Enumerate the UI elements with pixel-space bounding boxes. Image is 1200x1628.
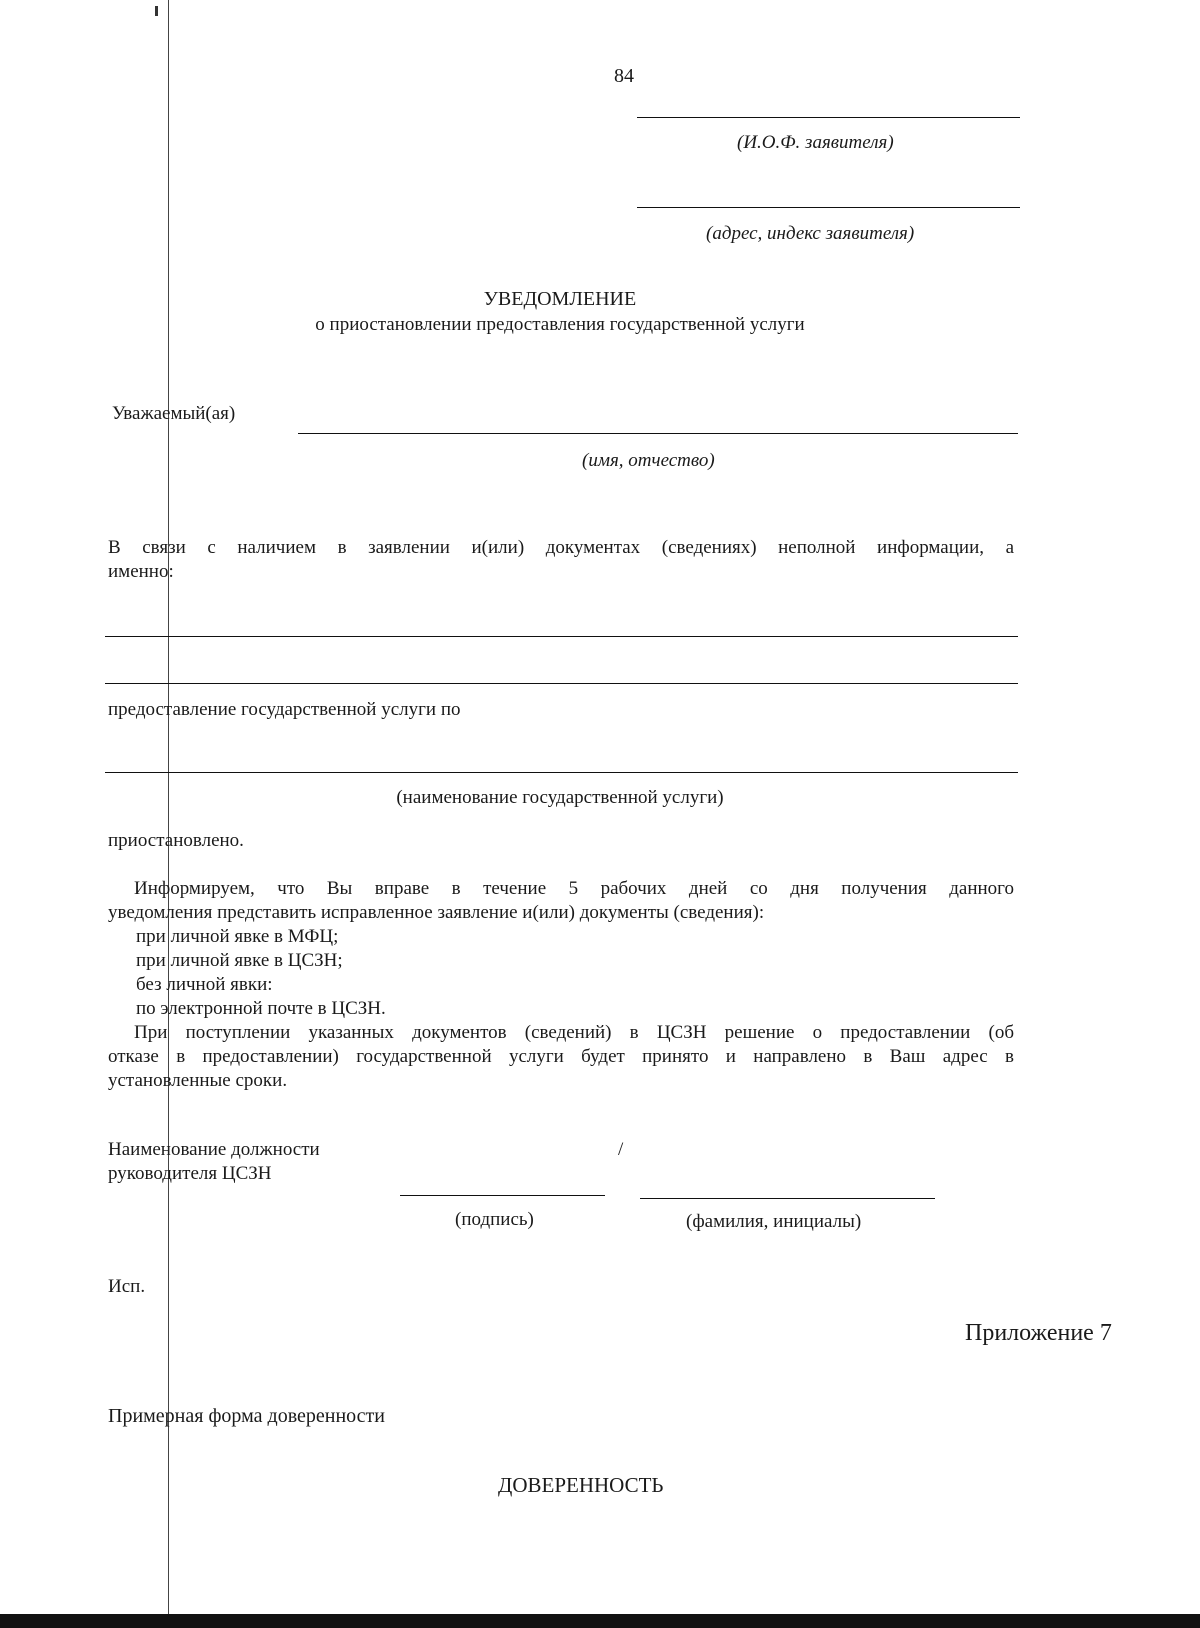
signature-caption: (подпись) (455, 1209, 534, 1230)
page-number: 84 (614, 65, 634, 87)
proxy-document-title: ДОВЕРЕННОСТЬ (498, 1473, 664, 1497)
applicant-address-line (637, 207, 1020, 208)
reason-fill-line-1 (105, 636, 1018, 637)
reason-fill-line-2 (105, 683, 1018, 684)
appendix-label: Приложение 7 (965, 1320, 1112, 1346)
surname-caption: (фамилия, инициалы) (686, 1211, 862, 1232)
inform-paragraph (108, 877, 1014, 925)
notice-subtitle: о приостановлении предоставления государственной услуги (315, 314, 805, 335)
decision-line-3: установленные сроки. (108, 1070, 288, 1091)
option-mfc: при личной явке в МФЦ; (136, 926, 339, 947)
signature-line (400, 1195, 605, 1196)
applicant-name-caption: (И.О.Ф. заявителя) (737, 132, 894, 153)
reason-line-1: В связи с наличием в заявлении и(или) документах (сведениях) неполной информации, а (108, 537, 1014, 558)
position-line-2: руководителя ЦСЗН (108, 1163, 272, 1184)
service-name-line (105, 772, 1018, 773)
suspended-text: приостановлено. (108, 830, 244, 851)
decision-line-1: При поступлении указанных документов (сведений) в ЦСЗН решение о предоставлении (об (134, 1022, 1014, 1043)
position-line-1: Наименование должности (108, 1139, 320, 1160)
executor-label: Исп. (108, 1276, 146, 1297)
option-remote: без личной явки: (136, 974, 273, 995)
surname-line (640, 1198, 935, 1199)
service-text: предоставление государственной услуги по (108, 699, 461, 720)
greeting: Уважаемый(ая) (112, 403, 236, 424)
scan-artifact (155, 6, 158, 16)
scan-bottom-edge (0, 1614, 1200, 1628)
inform-line-1: Информируем, что Вы вправе в течение 5 рабочих дней со дня получения данного (134, 878, 1014, 899)
reason-paragraph (108, 536, 1014, 584)
greeting-caption: (имя, отчество) (582, 450, 715, 471)
option-email: по электронной почте в ЦСЗН. (136, 998, 386, 1019)
notice-title: УВЕДОМЛЕНИЕ (483, 288, 637, 310)
reason-line-2: именно: (108, 561, 174, 582)
proxy-form-title: Примерная форма доверенности (108, 1405, 385, 1427)
inform-line-2: уведомления представить исправленное заявление и(или) документы (сведения): (108, 902, 765, 923)
service-caption: (наименование государственной услуги) (396, 787, 724, 808)
applicant-name-line (637, 117, 1020, 118)
greeting-name-line (298, 433, 1018, 434)
decision-paragraph (108, 1021, 1014, 1093)
decision-line-2: отказе в предоставлении) государственной услуги будет принято и направлено в Ваш адрес в (108, 1046, 1014, 1067)
scan-margin-line (168, 0, 169, 1628)
option-cszn: при личной явке в ЦСЗН; (136, 950, 343, 971)
signature-slash: / (618, 1139, 624, 1160)
applicant-address-caption: (адрес, индекс заявителя) (706, 223, 915, 244)
